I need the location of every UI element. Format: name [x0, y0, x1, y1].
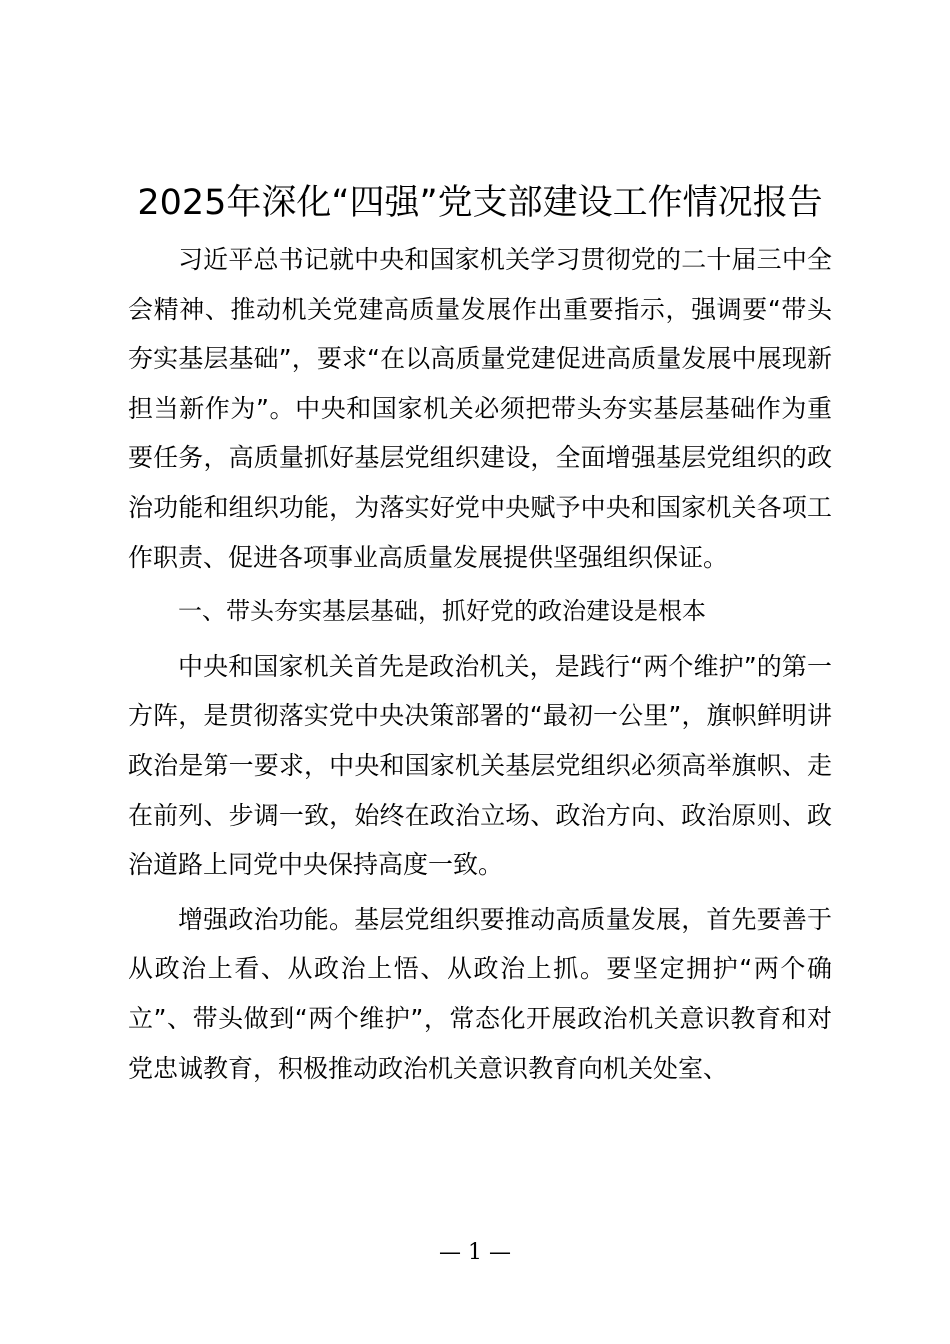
document-body: [128, 178, 832, 1098]
section-heading: 一、带头夯实基层基础，抓好党的政治建设是根本: [178, 597, 706, 626]
page-number: — 1 —: [439, 1240, 511, 1265]
document-title: 2025年深化“四强”党支部建设工作情况报告: [137, 183, 823, 223]
paragraph-political-organ: 中央和国家机关首先是政治机关，是践行“两个维护”的第一方阵，是贯彻落实党中央决策部署的“最初一公里”，旗帜鲜明讲政治是第一要求，中央和国家机关基层党组织必须高举旗帜、走在前列、步调一致，始终在政治立场、政治方向、政治原则、政治道路上同党中央保持高度一致。: [128, 651, 832, 880]
paragraph-political-function: 增强政治功能。基层党组织要推动高质量发展，首先要善于从政治上看、从政治上悟、从政治上抓。要坚定拥护“两个确立”、带头做到“两个维护”，常态化开展政治机关意识教育和对党忠诚教育，积极推动政治机关意识教育向机关处室、: [128, 904, 832, 1083]
paragraph-intro: 习近平总书记就中央和国家机关学习贯彻党的二十届三中全会精神、推动机关党建高质量发展作出重要指示，强调要“带头夯实基层基础”，要求“在以高质量党建促进高质量发展中展现新担当新作为”。中央和国家机关必须把带头夯实基层基础作为重要任务，高质量抓好基层党组织建设，全面增强基层党组织的政治功能和组织功能，为落实好党中央赋予中央和国家机关各项工作职责、促进各项事业高质量发展提供坚强组织保证。: [128, 245, 832, 572]
